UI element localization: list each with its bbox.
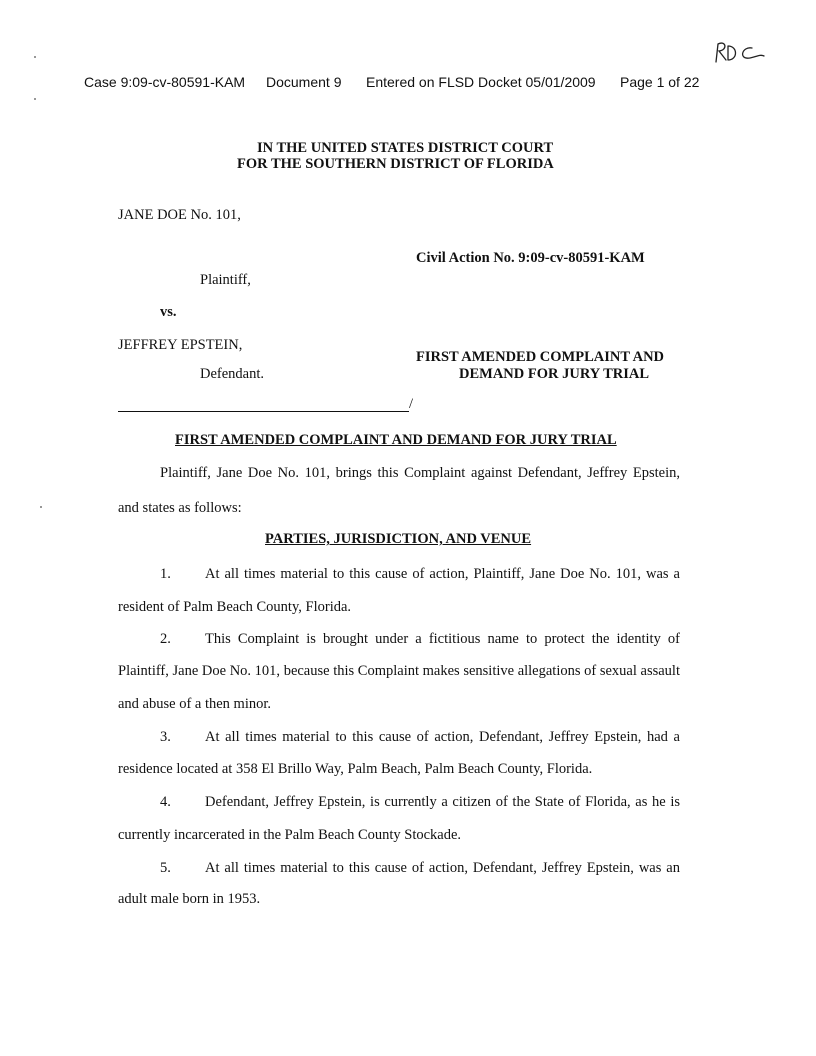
paragraph-first-line: This Complaint is brought under a fictitious name to protect the identity of	[205, 631, 680, 647]
handwritten-initials-mark	[712, 38, 768, 68]
defendant-name: JEFFREY EPSTEIN,	[118, 337, 243, 353]
document-title: FIRST AMENDED COMPLAINT AND DEMAND FOR JURY TRIAL	[175, 432, 617, 448]
page-indicator: Page 1 of 22	[620, 74, 700, 90]
court-heading-line2: FOR THE SOUTHERN DISTRICT OF FLORIDA	[237, 156, 554, 172]
case-number: Case 9:09-cv-80591-KAM	[84, 74, 246, 90]
caption-rule-slash: /	[409, 396, 414, 412]
paragraph-line: adult male born in 1953.	[118, 891, 261, 907]
intro-line-1: Plaintiff, Jane Doe No. 101, brings this Complaint against Defendant, Jeffrey Epstein,	[160, 465, 680, 481]
intro-line-2: and states as follows:	[118, 500, 242, 516]
court-heading-line1: IN THE UNITED STATES DISTRICT COURT	[257, 140, 554, 156]
paragraph-line: residence located at 358 El Brillo Way, Palm Beach, Palm Beach County, Florida.	[118, 761, 593, 777]
paragraph-first-line: At all times material to this cause of action, Defendant, Jeffrey Epstein, was an	[205, 860, 680, 876]
paragraph-line: resident of Palm Beach County, Florida.	[118, 599, 352, 615]
paragraph-number: 3.	[160, 729, 171, 745]
document-number: Document 9	[266, 74, 342, 90]
paragraph-number: 5.	[160, 860, 171, 876]
paragraph-first-line: At all times material to this cause of action, Plaintiff, Jane Doe No. 101, was a	[205, 566, 680, 582]
paragraph-number: 1.	[160, 566, 171, 582]
versus: vs.	[160, 304, 177, 320]
paragraph-number: 2.	[160, 631, 171, 647]
paragraph-number: 4.	[160, 794, 171, 810]
scan-speck	[40, 506, 42, 508]
paragraph-line: currently incarcerated in the Palm Beach County Stockade.	[118, 827, 462, 843]
pleading-title-line2: DEMAND FOR JURY TRIAL	[459, 366, 650, 382]
caption-rule	[118, 411, 409, 412]
paragraph-first-line: At all times material to this cause of action, Defendant, Jeffrey Epstein, had a	[205, 729, 680, 745]
civil-action-number: Civil Action No. 9:09-cv-80591-KAM	[416, 250, 645, 266]
defendant-role: Defendant.	[200, 366, 265, 382]
docket-entry: Entered on FLSD Docket 05/01/2009	[366, 74, 596, 90]
paragraph-line: Plaintiff, Jane Doe No. 101, because this Complaint makes sensitive allegations of sexual assault	[118, 663, 680, 679]
pleading-title-line1: FIRST AMENDED COMPLAINT AND	[416, 349, 665, 365]
plaintiff-role: Plaintiff,	[200, 272, 251, 288]
paragraph-first-line: Defendant, Jeffrey Epstein, is currently a citizen of the State of Florida, as he is	[205, 794, 680, 810]
plaintiff-name: JANE DOE No. 101,	[118, 207, 241, 223]
section-heading: PARTIES, JURISDICTION, AND VENUE	[265, 531, 532, 547]
scan-speck	[34, 98, 36, 100]
paragraph-line: and abuse of a then minor.	[118, 696, 272, 712]
scan-speck	[34, 56, 36, 58]
